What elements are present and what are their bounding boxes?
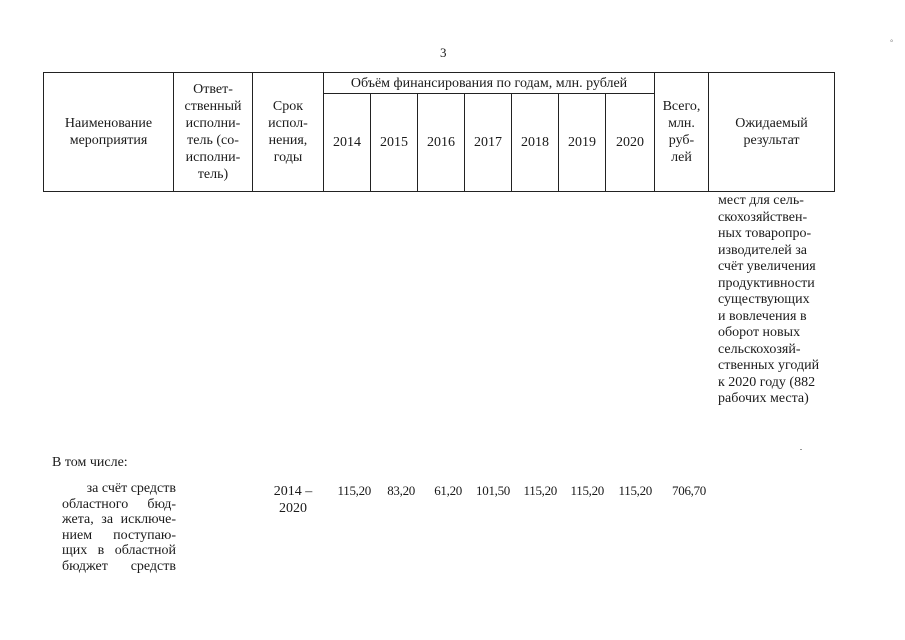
header-funding-group: Объём финансирования по годам, млн. рублей <box>350 75 628 91</box>
corner-mark: ° <box>890 38 894 47</box>
header-total: Всего, млн. руб- лей <box>662 99 701 165</box>
row-name-line: щих в областной <box>62 543 176 558</box>
row-value: 115,20 <box>337 483 371 498</box>
row-value: 61,20 <box>434 483 462 498</box>
header-period: Срок испол- нения, годы <box>268 99 308 165</box>
page-number: 3 <box>440 45 447 60</box>
header-year: 2018 <box>521 135 549 150</box>
expected-result-continued: мест для сель- скохозяйствен- ных товаропро- изводителей за счёт увеличения продуктивности существующих и вовлечения в оборот новых сельскохозяй- ственных угодий к 2020 году (882 рабочих места) <box>718 193 820 406</box>
row-value: 83,20 <box>387 483 415 498</box>
header-year: 2017 <box>474 135 502 150</box>
row-name <box>62 481 176 574</box>
scan-speck <box>800 449 802 450</box>
row-name-line: областного бюд- <box>62 496 176 512</box>
row-name-line: бюджет средств <box>62 558 176 574</box>
row-name-line: нием поступаю- <box>62 527 176 543</box>
row-value: 115,20 <box>523 483 557 498</box>
header-result: Ожидаемый результат <box>735 116 808 148</box>
header-year: 2019 <box>568 135 596 150</box>
row-value: 101,50 <box>476 483 510 498</box>
row-name-line: за счёт средств <box>86 481 176 496</box>
header-year: 2015 <box>380 135 408 150</box>
section-label: В том числе: <box>52 455 128 470</box>
row-total: 706,70 <box>672 483 706 498</box>
header-name: Наименование мероприятия <box>64 116 153 148</box>
row-value: 115,20 <box>618 483 652 498</box>
row-period: 2014 – 2020 <box>273 484 313 516</box>
header-year: 2014 <box>333 135 361 150</box>
header-bottom-border <box>43 191 835 192</box>
row-value: 115,20 <box>570 483 604 498</box>
header-year: 2020 <box>616 135 644 150</box>
header-year: 2016 <box>427 135 455 150</box>
col-divider <box>834 72 835 192</box>
row-name-line: жета, за исключе- <box>62 512 176 527</box>
header-executor: Ответ- ственный исполни- тель (со- исполни- тель) <box>184 82 242 182</box>
table-header <box>43 72 835 192</box>
